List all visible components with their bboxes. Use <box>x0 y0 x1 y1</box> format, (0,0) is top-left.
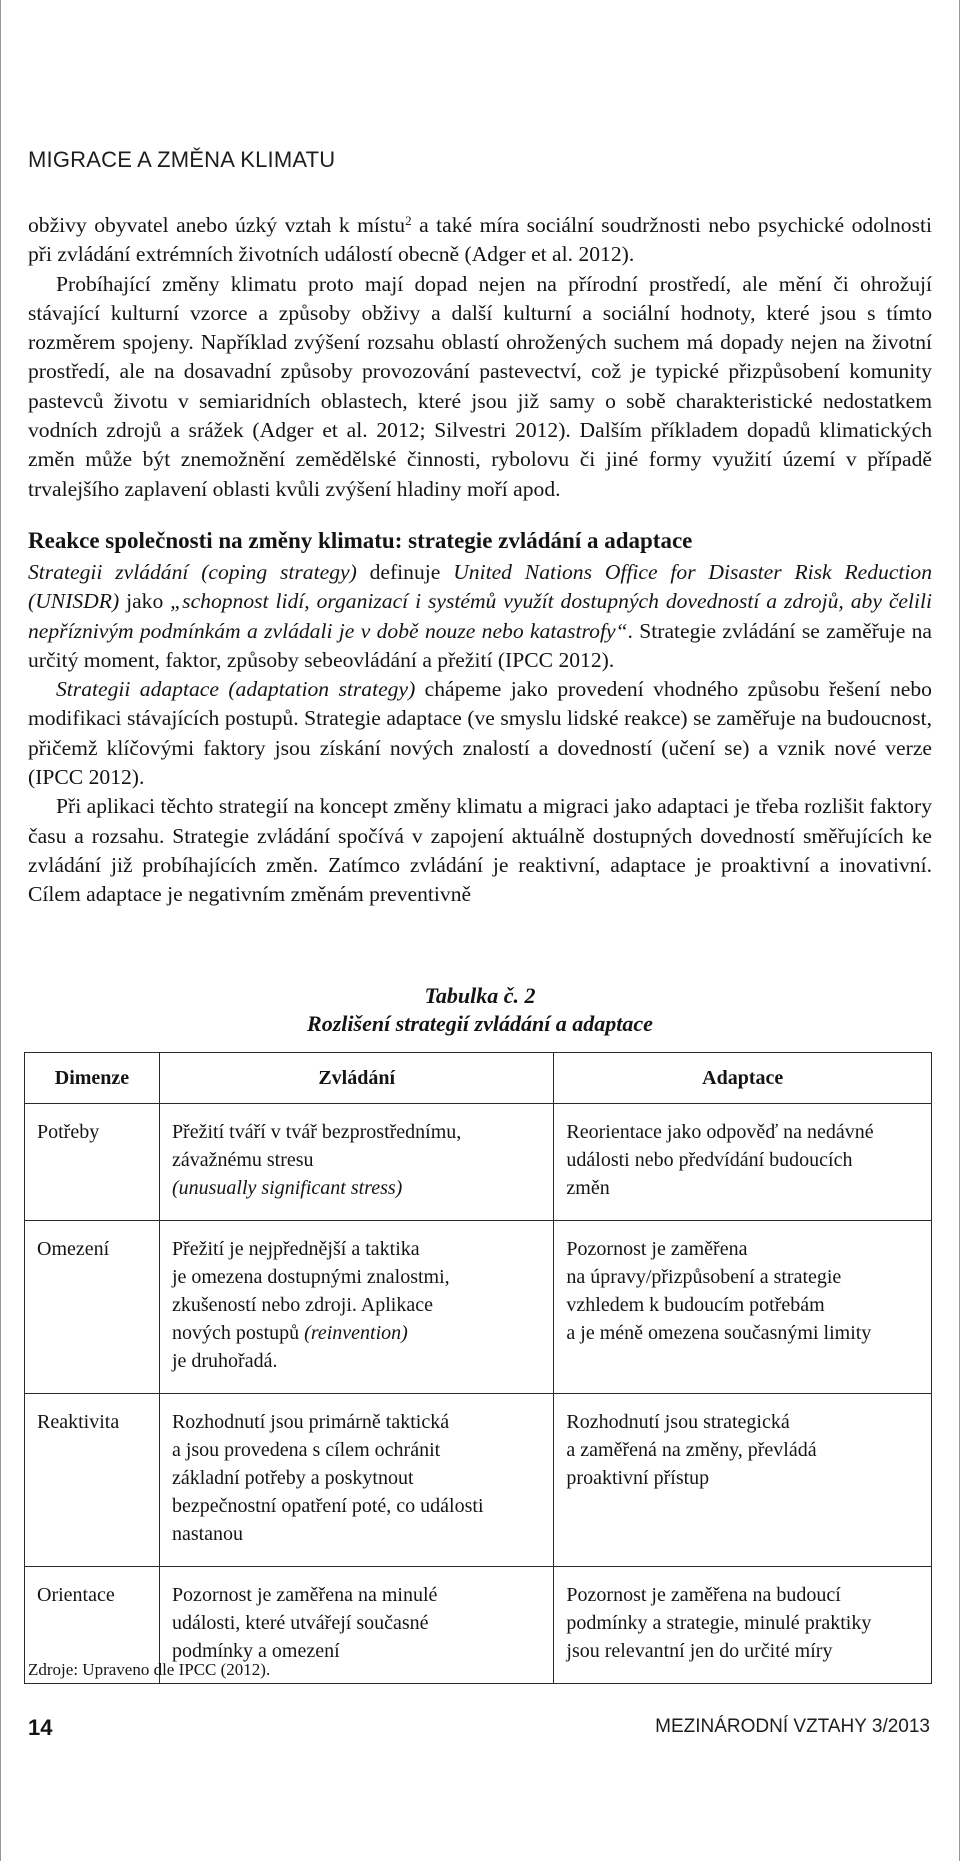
cell-line-italic: (unusually significant stress) <box>171 1177 403 1199</box>
table-header-row <box>25 1053 932 1104</box>
cell-line: jsou relevantní jen do určité míry <box>566 1640 833 1662</box>
column-header-coping: Zvládání <box>159 1053 553 1104</box>
page-edge-left <box>0 0 1 1861</box>
cell-coping <box>159 1104 553 1221</box>
cell-line: Pozornost je zaměřena na minulé <box>171 1584 438 1606</box>
cell-dimension: Omezení <box>25 1221 160 1394</box>
cell-line: a jsou provedena s cílem ochránit <box>171 1439 441 1461</box>
table-row <box>25 1394 932 1567</box>
strategies-table <box>24 1052 932 1684</box>
paragraph-text: a také míra sociální soudržnosti nebo psychické odolnosti při zvládání extrémních životních událostí obecně (Adger et al. 2012). <box>28 213 933 267</box>
cell-line: proaktivní přístup <box>566 1467 710 1489</box>
body-text <box>28 211 932 910</box>
table-row <box>25 1221 932 1394</box>
section-heading: Reakce společnosti na změny klimatu: strategie zvládání a adaptace <box>28 527 693 553</box>
table-caption <box>0 982 960 1038</box>
term-coping-strategy: Strategii zvládání (coping strategy) <box>28 559 357 584</box>
cell-text-italic: (reinvention) <box>304 1322 408 1344</box>
page-number: 14 <box>28 1715 53 1740</box>
cell-line: je omezena dostupnými znalostmi, <box>171 1266 450 1288</box>
definition-quote: „schopnost lidí, organizací i systémů využít dostupných dovedností a zdrojů, aby čelili nepříznivým podmínkám a zvládali je v době nouze nebo katastrofy“ <box>28 589 932 643</box>
table-number: Tabulka č. 2 <box>424 983 536 1008</box>
table-row <box>25 1104 932 1221</box>
paragraph-application: Při aplikaci těchto strategií na koncept změny klimatu a migraci jako adaptaci je třeba rozlišit faktory času a rozsahu. Strategie zvládání spočívá v zapojení aktuálně dostupných dovedností směřujících ke zvládání již probíhajících změn. Zatímco zvládání je reaktivní, adaptace je proaktivní a inovativní. Cílem adaptace je negativním změnám preventivně <box>28 794 932 907</box>
cell-line: Přežití je nejpřednější a taktika <box>171 1238 420 1260</box>
cell-line: bezpečnostní opatření poté, co události <box>171 1495 484 1517</box>
cell-line: podmínky a omezení <box>171 1640 340 1662</box>
paragraph-text: definuje <box>356 559 454 584</box>
cell-line: a je méně omezena současnými limity <box>566 1322 872 1344</box>
cell-coping <box>159 1221 553 1394</box>
cell-line: je druhořadá. <box>171 1350 278 1372</box>
paragraph-text: . Strategie zvládání se zaměřuje na určitý moment, faktor, způsoby sebeovládání a přežití (IPCC 2012). <box>28 618 932 672</box>
cell-adaptation <box>554 1104 932 1221</box>
column-header-adaptation: Adaptace <box>554 1053 932 1104</box>
cell-line: Pozornost je zaměřena na budoucí <box>566 1584 841 1606</box>
table-source-note: Zdroje: Upraveno dle IPCC (2012). <box>28 1660 271 1679</box>
cell-text: nových postupů <box>171 1322 305 1344</box>
cell-line: podmínky a strategie, minulé praktiky <box>566 1612 872 1634</box>
cell-line: Reorientace jako odpověď na nedávné <box>566 1121 874 1143</box>
journal-name: MEZINÁRODNÍ VZTAHY 3/2013 <box>655 1716 930 1737</box>
cell-dimension: Potřeby <box>25 1104 160 1221</box>
column-header-dimension: Dimenze <box>25 1053 160 1104</box>
cell-line: zkušeností nebo zdroji. Aplikace <box>171 1294 433 1316</box>
cell-dimension: Orientace <box>25 1567 160 1684</box>
footnote-marker[interactable]: 2 <box>405 213 412 228</box>
cell-line: změn <box>566 1177 610 1199</box>
paragraph-climate-impacts: Probíhající změny klimatu proto mají dopad nejen na přírodní prostředí, ale mění či ohrožují stávající kulturní vzorce a způsoby obživy a další kulturní a sociální hodnoty, které jsou s tímto rozměrem spojeny. Například zvýšení rozsahu oblastí ohrožených suchem má dopady nejen na životní prostředí, ale na dosavadní způsoby provozování pastevectví, což je typické přizpůsobení komunity pastevců životu v semiaridních oblastech, které jsou již samy o sobě charakteristické nedostatkem vodních zdrojů a srážek (Adger et al. 2012; Silvestri 2012). Dalším příkladem dopadů klimatických změn může být znemožnění zemědělské činnosti, rybolovu či jiné formy využití území v případě trvalejšího zaplavení oblasti kvůli zvýšení hladiny moří apod. <box>28 271 932 501</box>
paragraph-continuation <box>28 211 932 270</box>
cell-line: vzhledem k budoucím potřebám <box>566 1294 825 1316</box>
organization-name: United Nations Office for Disaster Risk Reduction (UNISDR) <box>28 559 933 614</box>
paragraph-coping-definition <box>28 558 932 675</box>
cell-line: základní potřeby a poskytnout <box>171 1467 414 1489</box>
cell-line: události, které utvářejí současné <box>171 1612 429 1634</box>
cell-coping <box>159 1394 553 1567</box>
cell-line: Rozhodnutí jsou strategická <box>566 1411 790 1433</box>
cell-line: Přežití tváří v tvář bezprostřednímu, <box>171 1121 462 1143</box>
cell-line: Pozornost je zaměřena <box>566 1238 748 1260</box>
cell-adaptation <box>554 1394 932 1567</box>
cell-line: nastanou <box>171 1523 244 1545</box>
paragraph-text: chápeme jako provedení vhodného způsobu řešení nebo modifikaci stávajících postupů. Strategie adaptace (ve smyslu lidské reakce) se zaměřuje na budoucnost, přičemž klíčovými faktory jsou získání nových znalostí a dovedností (učení se) a vznik nové verze (IPCC 2012). <box>28 677 932 790</box>
cell-line <box>172 1319 541 1347</box>
cell-line: a zaměřená na změny, převládá <box>566 1439 817 1461</box>
cell-line: Rozhodnutí jsou primárně taktická <box>171 1411 450 1433</box>
cell-dimension: Reaktivita <box>25 1394 160 1567</box>
paragraph-text: jako <box>119 589 171 614</box>
cell-adaptation <box>554 1567 932 1684</box>
paragraph-text: obživy obyvatel anebo úzký vztah k místu <box>28 213 406 237</box>
table-title: Rozlišení strategií zvládání a adaptace <box>307 1011 653 1036</box>
running-title: MIGRACE A ZMĚNA KLIMATU <box>28 147 336 172</box>
cell-line: závažnému stresu <box>171 1149 314 1171</box>
paragraph-adaptation-definition <box>28 675 932 792</box>
cell-adaptation <box>554 1221 932 1394</box>
cell-line: na úpravy/přizpůsobení a strategie <box>566 1266 842 1288</box>
term-adaptation-strategy: Strategii adaptace (adaptation strategy) <box>56 677 416 702</box>
cell-line: události nebo předvídání budoucích <box>566 1149 853 1171</box>
